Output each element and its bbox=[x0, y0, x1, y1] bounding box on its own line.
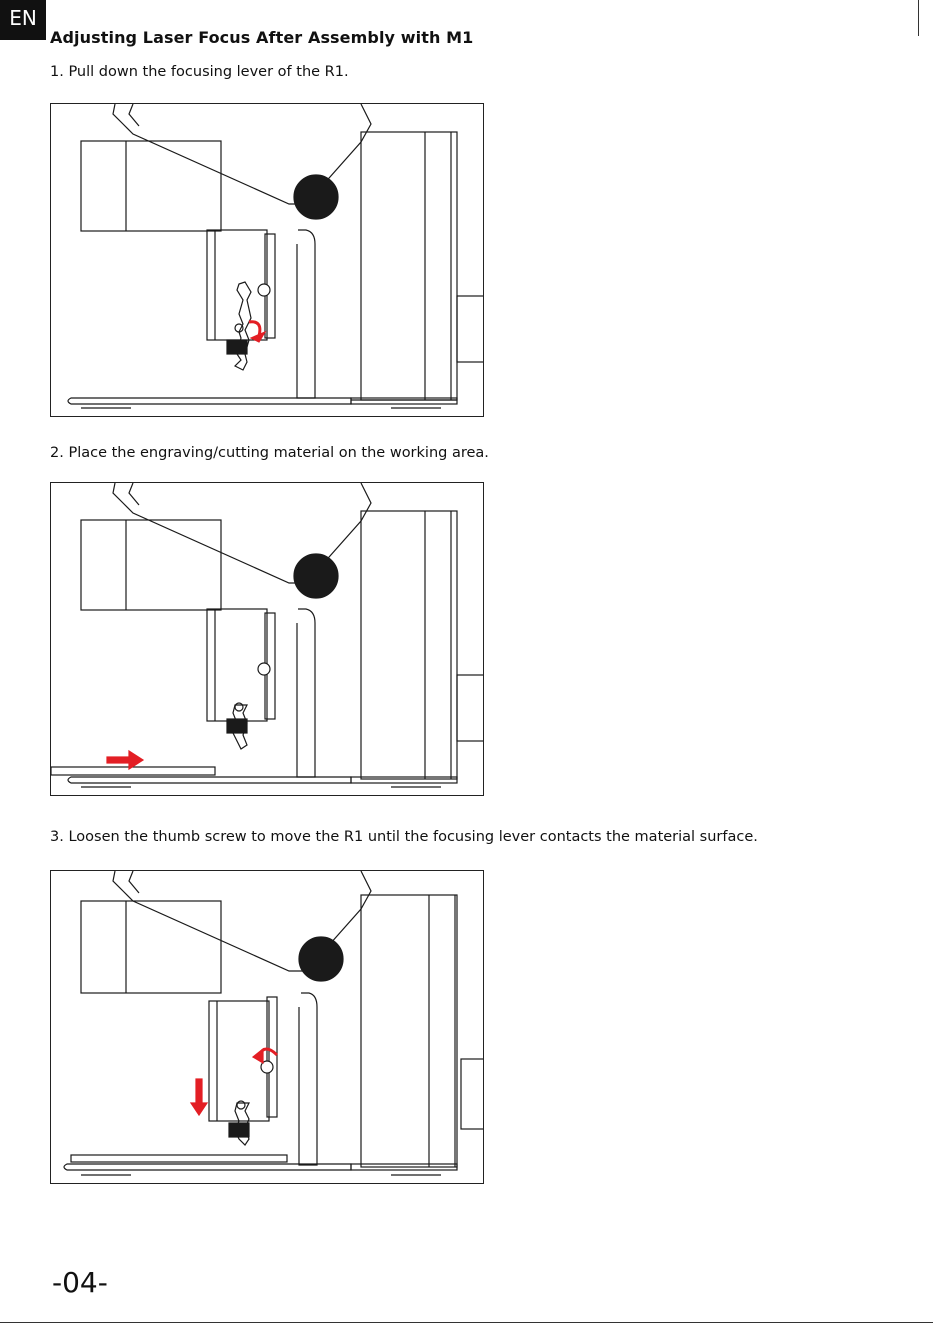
page-title: Adjusting Laser Focus After Assembly with M1 bbox=[50, 28, 474, 47]
language-tab: EN bbox=[0, 0, 46, 40]
page-number: -04- bbox=[52, 1266, 108, 1299]
page-bottom-rule bbox=[0, 1322, 933, 1323]
step-3-illustration bbox=[50, 870, 484, 1184]
step-1-text: 1. Pull down the focusing lever of the R1. bbox=[50, 64, 349, 80]
step-1-illustration bbox=[50, 103, 484, 417]
step-3-text: 3. Loosen the thumb screw to move the R1 until the focusing lever contacts the material surface. bbox=[50, 829, 758, 845]
crop-mark bbox=[918, 0, 919, 36]
step-2-illustration bbox=[50, 482, 484, 796]
step-2-text: 2. Place the engraving/cutting material on the working area. bbox=[50, 445, 489, 461]
